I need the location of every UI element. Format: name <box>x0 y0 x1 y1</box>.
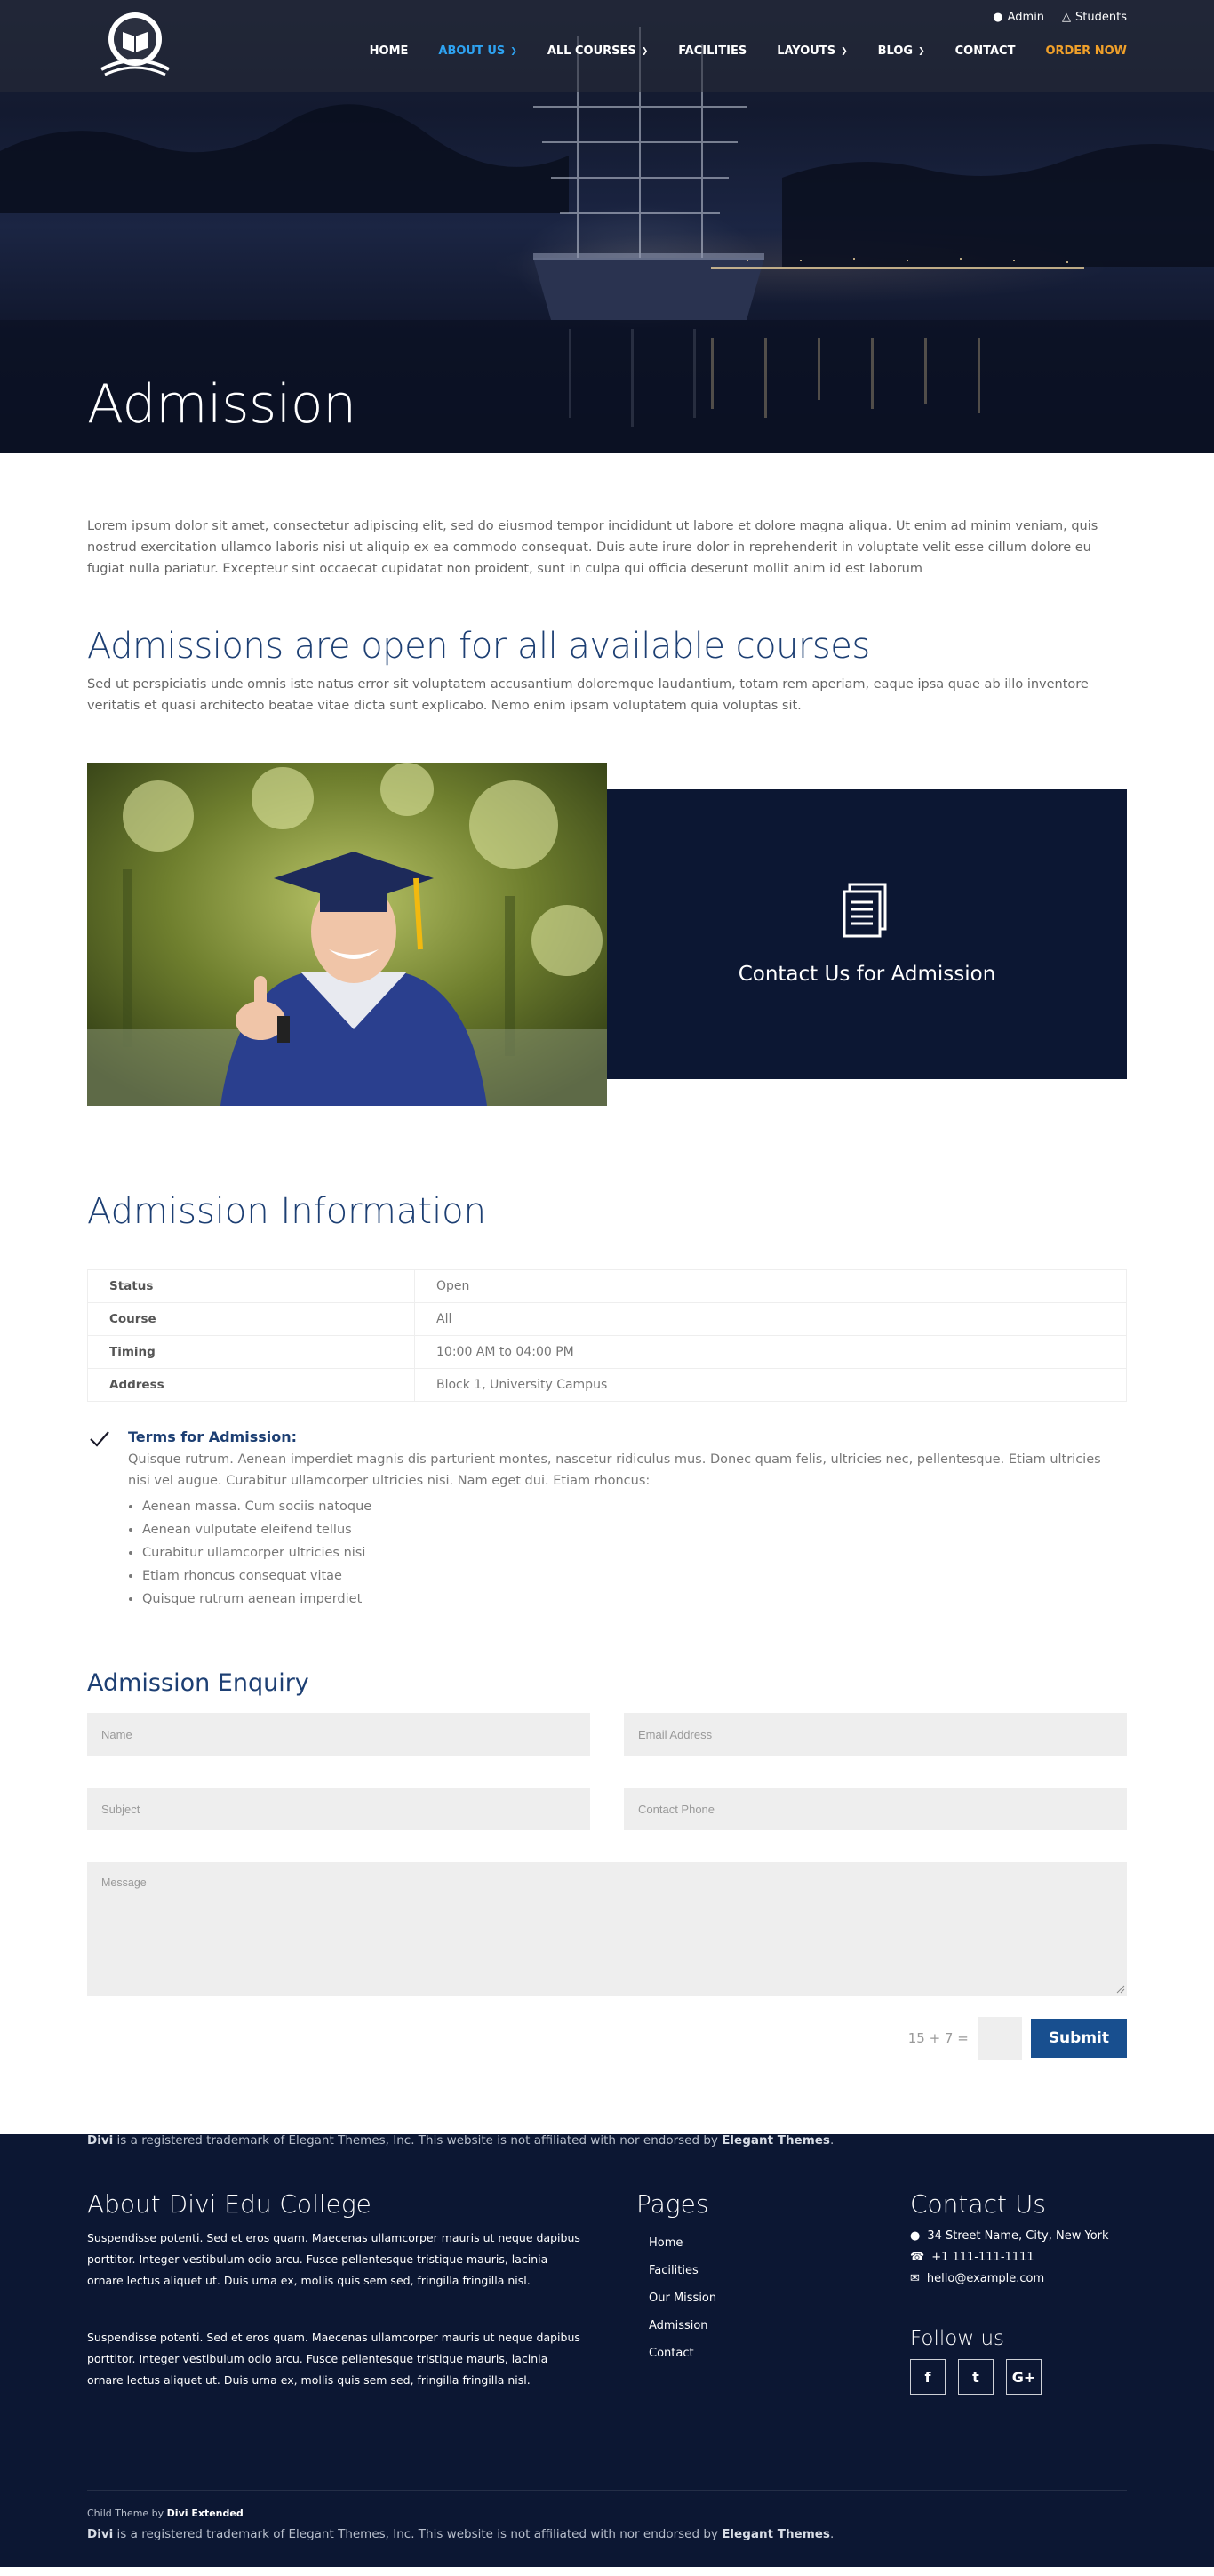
table-row <box>88 1270 1127 1303</box>
footer-email-text: hello@example.com <box>926 2272 1045 2285</box>
nav-blog[interactable] <box>878 44 925 58</box>
college-logo-icon[interactable] <box>92 7 178 82</box>
nav-contact-label: CONTACT <box>954 44 1016 58</box>
trademark-notice <box>87 2133 834 2148</box>
trademark-end: . <box>829 2527 835 2541</box>
trademark-brand: Divi <box>87 2527 114 2541</box>
footer-divider <box>87 2490 1127 2491</box>
submit-button[interactable]: Submit <box>1031 2019 1127 2058</box>
map-marker-icon: ● <box>910 2229 921 2243</box>
chevron-down-icon: ❯ <box>641 46 649 56</box>
facebook-icon[interactable]: f <box>910 2359 946 2395</box>
admission-info-title: Admission Information <box>87 1191 487 1232</box>
terms-list <box>128 1495 1127 1611</box>
trademark-brand: Divi <box>87 2133 114 2148</box>
captcha-question: 15 + 7 = <box>907 2030 969 2046</box>
footer-pages <box>636 2189 716 2367</box>
phone-input[interactable]: Contact Phone <box>624 1788 1127 1830</box>
nav-home[interactable] <box>370 44 409 58</box>
main-nav <box>370 44 1127 58</box>
name-input[interactable]: Name <box>87 1713 590 1756</box>
footer-about-text: Suspendisse potenti. Sed et eros quam. Maecenas ullamcorper mauris ut neque dapibus porttitor. Integer vestibulum odio arcu. Fusce pellentesque tristique mauris, lacinia ornare lectus aliquet ut. Duis urna ex, mollis quis sem sed, fringilla fringilla nisl. <box>87 2331 580 2387</box>
footer-address-text: 34 Street Name, City, New York <box>927 2229 1109 2243</box>
info-key: Status <box>88 1270 415 1303</box>
trademark-company: Elegant Themes <box>722 2527 830 2541</box>
footer-contact <box>910 2189 1127 2395</box>
child-theme-credit <box>87 2508 244 2519</box>
resize-handle-icon[interactable] <box>1116 1985 1125 1994</box>
trademark-end: . <box>829 2133 835 2148</box>
footer-about-title: About Divi Edu College <box>87 2189 371 2219</box>
chevron-down-icon: ❯ <box>841 46 848 56</box>
twitter-icon[interactable]: t <box>958 2359 994 2395</box>
nav-facilities-label: FACILITIES <box>678 44 747 58</box>
child-theme-text: Child Theme by <box>87 2508 167 2519</box>
terms-body <box>128 1428 1127 1611</box>
info-value: 10:00 AM to 04:00 PM <box>415 1336 1127 1369</box>
nav-about-us-label: ABOUT US <box>438 44 506 58</box>
list-item: • Aenean massa. Cum sociis natoque <box>142 1495 1127 1518</box>
chevron-down-icon: ❯ <box>510 46 517 56</box>
nav-layouts[interactable] <box>777 44 847 58</box>
admission-info-table <box>87 1269 1127 1402</box>
footer-link-our-mission[interactable]: Our Mission <box>649 2292 717 2305</box>
footer-pages-title: Pages <box>636 2189 709 2219</box>
info-value: All <box>415 1303 1127 1336</box>
footer-address <box>910 2226 1127 2247</box>
info-key: Timing <box>88 1336 415 1369</box>
admissions-text: Sed ut perspiciatis unde omnis iste natus error sit voluptatem accusantium doloremque laudantium, totam rem aperiam, eaque ipsa quae ab illo inventore veritatis et quasi architecto beatae vitae dicta sunt explicabo. Nemo enim ipsam voluptatem quia voluptas sit. <box>87 677 1089 713</box>
nav-layouts-label: LAYOUTS <box>777 44 836 58</box>
list-item: • Curabitur ullamcorper ultricies nisi <box>142 1541 1127 1564</box>
nav-home-label: HOME <box>369 44 409 58</box>
terms-block <box>87 1428 1127 1611</box>
footer-link-contact[interactable]: Contact <box>649 2347 694 2360</box>
site-footer <box>0 2134 1214 2567</box>
table-row <box>88 1369 1127 1402</box>
email-input[interactable]: Email Address <box>624 1713 1127 1756</box>
google-plus-icon[interactable]: G+ <box>1006 2359 1042 2395</box>
captcha-input[interactable] <box>978 2017 1022 2060</box>
intro-text: Lorem ipsum dolor sit amet, consectetur adipiscing elit, sed do eiusmod tempor incididunt ut labore et dolore magna aliqua. Ut enim ad minim veniam, quis nostrud exercitation ullamco laboris nisi ut aliquip ex ea commodo consequat. Duis aute irure dolor in reprehenderit in voluptate velit esse cillum dolore eu fugiat nulla pariatur. Excepteur sint occaecat cupidatat non proident, sunt in culpa qui officia deserunt mollit anim id est laborum <box>87 519 1098 576</box>
admission-media-row <box>87 763 1127 1106</box>
nav-order-now-label: ORDER NOW <box>1045 44 1127 58</box>
checkmark-icon <box>87 1428 128 1611</box>
graduation-cap-icon: △ <box>1062 11 1072 24</box>
contact-for-admission-cta[interactable] <box>607 789 1127 1079</box>
table-row <box>88 1336 1127 1369</box>
terms-text: Quisque rutrum. Aenean imperdiet magnis dis parturient montes, nascetur ridiculus mus. Donec quam felis, ultricies nec, pellentesque. Etiam ultricies nisi vel augue. Curabitur ullamcorper ultricies nisi. Nam eget dui. Etiam rhoncus: <box>128 1452 1101 1488</box>
nav-all-courses[interactable] <box>547 44 648 58</box>
nav-contact[interactable] <box>955 44 1016 58</box>
user-icon: ● <box>993 11 1003 24</box>
footer-link-home[interactable]: Home <box>649 2236 683 2250</box>
footer-phone[interactable] <box>910 2247 1127 2268</box>
footer-contact-title: Contact Us <box>910 2189 1046 2219</box>
list-item: • Quisque rutrum aenean imperdiet <box>142 1588 1127 1611</box>
list-item: • Aenean vulputate eleifend tellus <box>142 1518 1127 1541</box>
envelope-icon: ✉ <box>910 2272 920 2285</box>
trademark-text: is a registered trademark of Elegant Themes, Inc. This website is not affiliated with nor endorsed by <box>113 2133 723 2148</box>
table-row <box>88 1303 1127 1336</box>
document-icon <box>843 883 892 940</box>
list-item: • Etiam rhoncus consequat vitae <box>142 1564 1127 1588</box>
admissions-title: Admissions are open for all available courses <box>87 626 870 667</box>
trademark-company: Elegant Themes <box>722 2133 830 2148</box>
footer-email[interactable] <box>910 2268 1127 2290</box>
info-value: Open <box>415 1270 1127 1303</box>
footer-link-facilities[interactable]: Facilities <box>649 2264 699 2277</box>
footer-about-text: Suspendisse potenti. Sed et eros quam. Maecenas ullamcorper mauris ut neque dapibus porttitor. Integer vestibulum odio arcu. Fusce pellentesque tristique mauris, lacinia ornare lectus aliquet ut. Duis urna ex, mollis quis sem sed, fringilla fringilla nisl. <box>87 2231 580 2287</box>
enquiry-title: Admission Enquiry <box>87 1669 309 1697</box>
site-header <box>0 0 1214 92</box>
footer-link-admission[interactable]: Admission <box>649 2319 708 2332</box>
chevron-down-icon: ❯ <box>918 46 925 56</box>
trademark-notice <box>87 2527 834 2541</box>
message-placeholder: Message <box>101 1876 147 1889</box>
topbar-admin-label: Admin <box>1007 11 1045 24</box>
footer-about <box>87 2189 585 2391</box>
info-value: Block 1, University Campus <box>415 1369 1127 1402</box>
nav-facilities[interactable] <box>678 44 747 58</box>
footer-phone-text: +1 111-111-1111 <box>931 2251 1034 2264</box>
main-content <box>87 453 1127 2060</box>
follow-us-title: Follow us <box>910 2327 1005 2350</box>
page-title: Admission <box>87 373 356 436</box>
enquiry-form <box>87 1713 1127 2060</box>
terms-title: Terms for Admission: <box>128 1428 298 1445</box>
hero-banner <box>0 0 1214 453</box>
cta-label: Contact Us for Admission <box>738 963 996 986</box>
phone-icon: ☎ <box>910 2251 925 2264</box>
info-key: Course <box>88 1303 415 1336</box>
nav-all-courses-label: ALL COURSES <box>547 44 636 58</box>
message-textarea[interactable] <box>87 1862 1127 1996</box>
nav-order-now[interactable] <box>1045 44 1127 58</box>
nav-about-us[interactable] <box>438 44 516 58</box>
info-key: Address <box>88 1369 415 1402</box>
child-theme-brand[interactable]: Divi Extended <box>166 2508 244 2519</box>
topbar-admin-link[interactable] <box>993 11 1044 24</box>
topbar-students-label: Students <box>1075 11 1127 24</box>
topbar-links <box>993 11 1127 24</box>
trademark-text: is a registered trademark of Elegant Themes, Inc. This website is not affiliated with nor endorsed by <box>113 2527 723 2541</box>
graduate-photo <box>87 763 607 1106</box>
nav-blog-label: BLOG <box>877 44 914 58</box>
topbar-students-link[interactable] <box>1062 11 1127 24</box>
subject-input[interactable]: Subject <box>87 1788 590 1830</box>
